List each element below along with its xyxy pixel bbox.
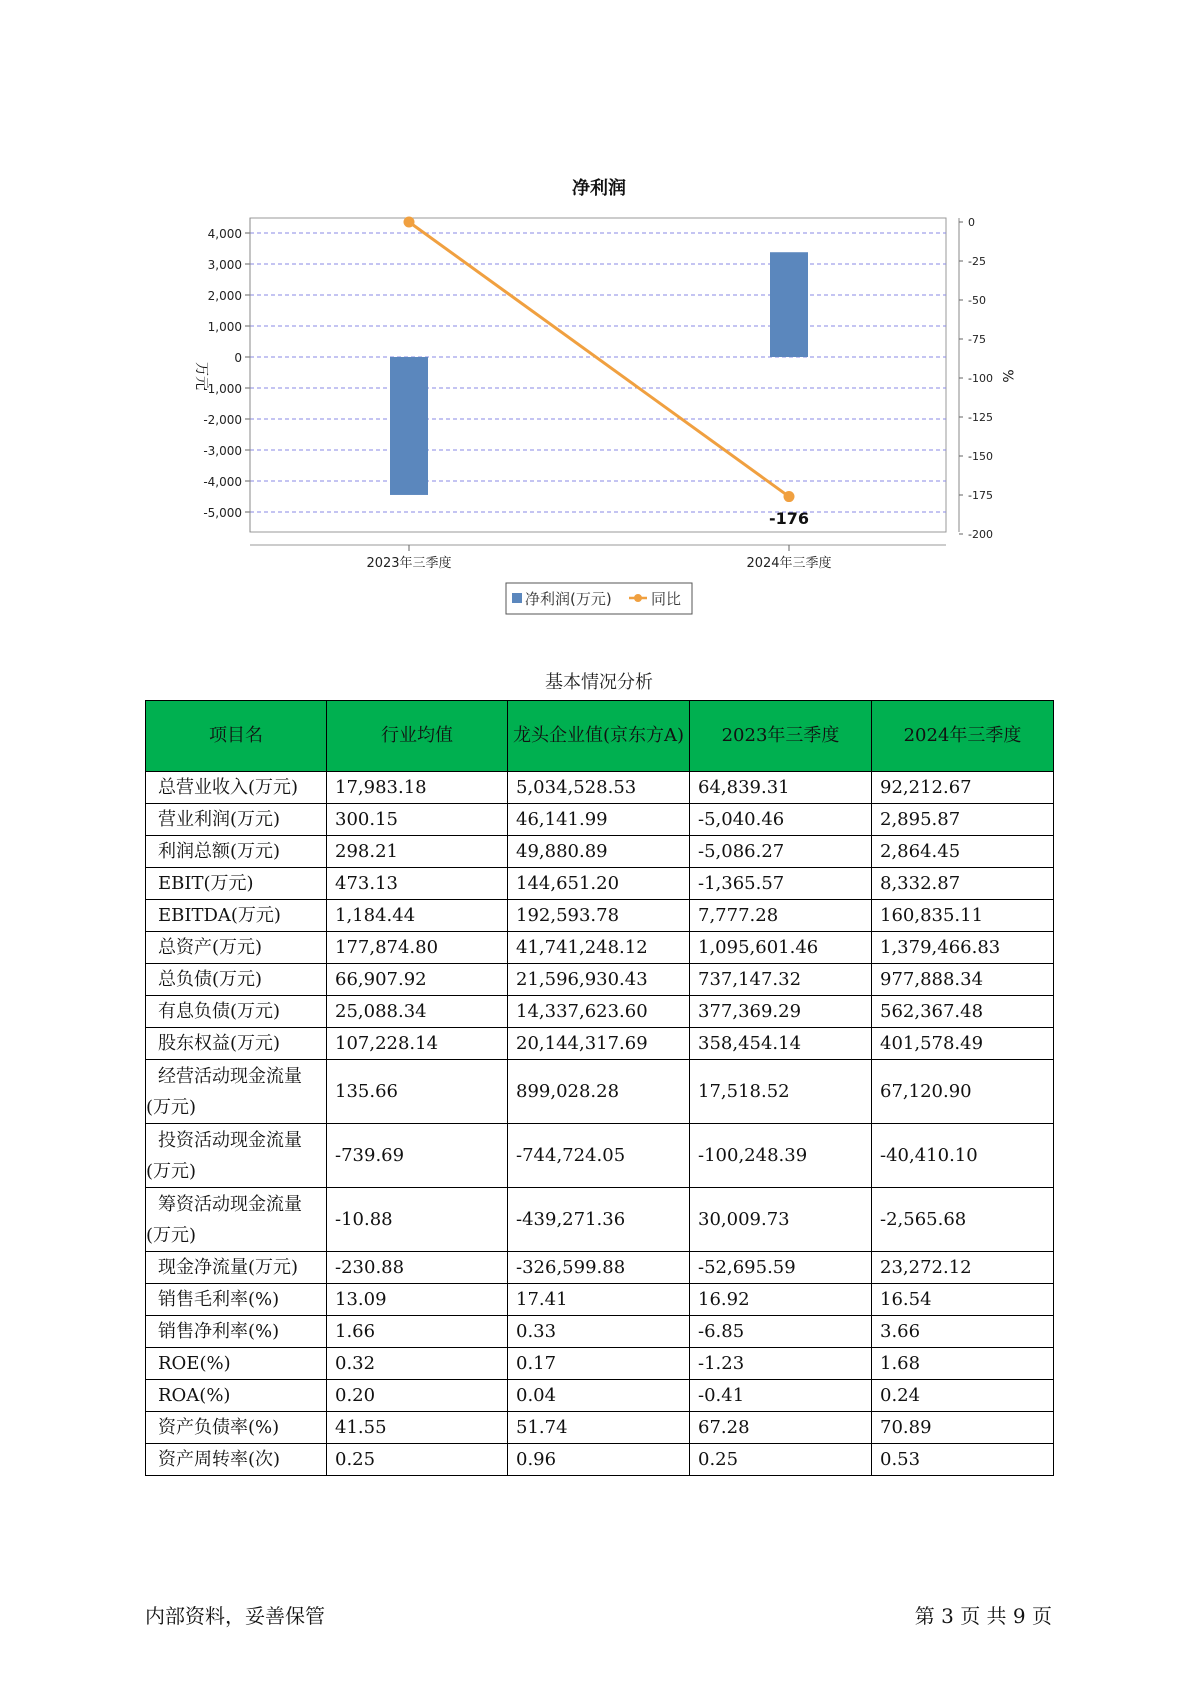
- table-cell: 51.74: [508, 1412, 690, 1444]
- table-row: [146, 1188, 1054, 1252]
- bar-net-profit: [390, 357, 428, 495]
- right-tick-label: -175: [968, 489, 993, 502]
- left-tick-label: -1,000: [203, 382, 242, 396]
- table-cell: 8,332.87: [872, 868, 1054, 900]
- table-row: [146, 1124, 1054, 1188]
- table-cell: -739.69: [327, 1124, 508, 1188]
- row-label: 营业利润(万元): [146, 804, 327, 836]
- y-axis-label-left: 万元: [193, 362, 209, 390]
- row-label: ROE(%): [146, 1348, 327, 1380]
- table-row: [146, 964, 1054, 996]
- yoy-point: [404, 217, 415, 228]
- table-cell: 41.55: [327, 1412, 508, 1444]
- table-row: [146, 1316, 1054, 1348]
- net-profit-chart: [0, 0, 1191, 640]
- table-cell: 377,369.29: [690, 996, 872, 1028]
- table-cell: 177,874.80: [327, 932, 508, 964]
- table-cell: -2,565.68: [872, 1188, 1054, 1252]
- row-label: 现金净流量(万元): [146, 1252, 327, 1284]
- row-label: 投资活动现金流量(万元): [146, 1124, 327, 1188]
- table-cell: -100,248.39: [690, 1124, 872, 1188]
- table-cell: 46,141.99: [508, 804, 690, 836]
- table-cell: 107,228.14: [327, 1028, 508, 1060]
- table-cell: -5,040.46: [690, 804, 872, 836]
- right-tick-label: -50: [968, 294, 986, 307]
- table-cell: 0.20: [327, 1380, 508, 1412]
- right-tick-label: -100: [968, 372, 993, 385]
- right-tick-label: -150: [968, 450, 993, 463]
- header-industry-average: 行业均值: [327, 701, 508, 772]
- table-cell: 7,777.28: [690, 900, 872, 932]
- x-tick-label: 2024年三季度: [746, 556, 832, 571]
- table-caption: 基本情况分析: [545, 672, 653, 693]
- table-row: [146, 836, 1054, 868]
- header-item-name: 项目名: [146, 701, 327, 772]
- table-cell: 17,983.18: [327, 772, 508, 804]
- table-cell: 298.21: [327, 836, 508, 868]
- table-cell: 1,184.44: [327, 900, 508, 932]
- left-tick-label: 2,000: [207, 289, 242, 303]
- row-label: EBITDA(万元): [146, 900, 327, 932]
- table-cell: 70.89: [872, 1412, 1054, 1444]
- table-row: [146, 996, 1054, 1028]
- table-row: [146, 804, 1054, 836]
- table-cell: 401,578.49: [872, 1028, 1054, 1060]
- row-label: 筹资活动现金流量(万元): [146, 1188, 327, 1252]
- left-tick-label: -2,000: [203, 413, 242, 427]
- x-axis-labels: [366, 545, 831, 571]
- table-cell: -230.88: [327, 1252, 508, 1284]
- table-row: [146, 1380, 1054, 1412]
- row-label: 销售净利率(%): [146, 1316, 327, 1348]
- table-cell: -326,599.88: [508, 1252, 690, 1284]
- table-row: [146, 868, 1054, 900]
- footer-confidential: 内部资料，妥善保管: [145, 1604, 325, 1628]
- header-leader-value: 龙头企业值(京东方A): [508, 701, 690, 772]
- table-cell: 135.66: [327, 1060, 508, 1124]
- table-cell: 41,741,248.12: [508, 932, 690, 964]
- table-cell: 16.54: [872, 1284, 1054, 1316]
- table-cell: -6.85: [690, 1316, 872, 1348]
- table-cell: 67.28: [690, 1412, 872, 1444]
- table-cell: 16.92: [690, 1284, 872, 1316]
- table-cell: 1.66: [327, 1316, 508, 1348]
- table-body: [146, 772, 1054, 1476]
- table-cell: 21,596,930.43: [508, 964, 690, 996]
- footer-page-number: 第 3 页 共 9 页: [914, 1604, 1052, 1628]
- row-label: EBIT(万元): [146, 868, 327, 900]
- row-label: 利润总额(万元): [146, 836, 327, 868]
- table-cell: 1,379,466.83: [872, 932, 1054, 964]
- table-row: [146, 772, 1054, 804]
- table-cell: 66,907.92: [327, 964, 508, 996]
- table-cell: -40,410.10: [872, 1124, 1054, 1188]
- left-tick-label: 1,000: [207, 320, 242, 334]
- table-cell: 192,593.78: [508, 900, 690, 932]
- table-cell: 13.09: [327, 1284, 508, 1316]
- table-cell: 25,088.34: [327, 996, 508, 1028]
- table-cell: 2,864.45: [872, 836, 1054, 868]
- legend-line-marker: [634, 594, 642, 602]
- table-cell: 358,454.14: [690, 1028, 872, 1060]
- left-axis: [203, 218, 250, 532]
- right-tick-label: -200: [968, 528, 993, 541]
- table-row: [146, 932, 1054, 964]
- table-cell: -439,271.36: [508, 1188, 690, 1252]
- table-cell: 0.53: [872, 1444, 1054, 1476]
- row-label: 总资产(万元): [146, 932, 327, 964]
- table-cell: 0.25: [327, 1444, 508, 1476]
- table-row: [146, 900, 1054, 932]
- row-label: 资产负债率(%): [146, 1412, 327, 1444]
- data-label-annotation: -176: [768, 509, 810, 528]
- table-cell: 0.04: [508, 1380, 690, 1412]
- left-tick-label: 4,000: [207, 227, 242, 241]
- right-tick-label: -25: [968, 255, 986, 268]
- table-cell: 92,212.67: [872, 772, 1054, 804]
- table-cell: 64,839.31: [690, 772, 872, 804]
- row-label: 有息负债(万元): [146, 996, 327, 1028]
- yoy-point: [784, 491, 795, 502]
- table-cell: 160,835.11: [872, 900, 1054, 932]
- table-cell: 1.68: [872, 1348, 1054, 1380]
- table-cell: 144,651.20: [508, 868, 690, 900]
- plot-area: [250, 218, 946, 532]
- left-tick-label: -3,000: [203, 444, 242, 458]
- table-cell: 30,009.73: [690, 1188, 872, 1252]
- right-tick-label: -125: [968, 411, 993, 424]
- table-cell: 17,518.52: [690, 1060, 872, 1124]
- bar-net-profit: [770, 252, 808, 357]
- table-cell: 473.13: [327, 868, 508, 900]
- table-cell: -1.23: [690, 1348, 872, 1380]
- table-cell: 20,144,317.69: [508, 1028, 690, 1060]
- left-tick-label: -5,000: [203, 506, 242, 520]
- table-cell: 977,888.34: [872, 964, 1054, 996]
- table-row: [146, 1284, 1054, 1316]
- right-axis: [959, 216, 993, 541]
- basic-analysis-table: [145, 700, 1054, 1476]
- table-cell: 1,095,601.46: [690, 932, 872, 964]
- table-cell: 0.32: [327, 1348, 508, 1380]
- table-cell: 300.15: [327, 804, 508, 836]
- table-row: [146, 1060, 1054, 1124]
- legend-bar-swatch: [512, 593, 522, 603]
- left-tick-label: 3,000: [207, 258, 242, 272]
- table-cell: 17.41: [508, 1284, 690, 1316]
- row-label: 销售毛利率(%): [146, 1284, 327, 1316]
- row-label: 股东权益(万元): [146, 1028, 327, 1060]
- left-tick-label: 0: [234, 351, 242, 365]
- row-label: 总营业收入(万元): [146, 772, 327, 804]
- legend-label-yoy: 同比: [651, 590, 682, 608]
- header-2024-q3: 2024年三季度: [872, 701, 1054, 772]
- table-cell: 0.17: [508, 1348, 690, 1380]
- table-cell: 0.25: [690, 1444, 872, 1476]
- table-row: [146, 1412, 1054, 1444]
- table-cell: 67,120.90: [872, 1060, 1054, 1124]
- table-cell: 2,895.87: [872, 804, 1054, 836]
- table-cell: 5,034,528.53: [508, 772, 690, 804]
- table-cell: 23,272.12: [872, 1252, 1054, 1284]
- table-header-row: [146, 701, 1054, 772]
- legend-label-net-profit: 净利润(万元): [525, 590, 612, 608]
- table-cell: 0.24: [872, 1380, 1054, 1412]
- chart-title: 净利润: [572, 178, 626, 199]
- row-label: 资产周转率(次): [146, 1444, 327, 1476]
- table-cell: 0.33: [508, 1316, 690, 1348]
- table-cell: 0.96: [508, 1444, 690, 1476]
- table-cell: -5,086.27: [690, 836, 872, 868]
- table-cell: -0.41: [690, 1380, 872, 1412]
- table-cell: 49,880.89: [508, 836, 690, 868]
- header-2023-q3: 2023年三季度: [690, 701, 872, 772]
- table-row: [146, 1252, 1054, 1284]
- row-label: 总负债(万元): [146, 964, 327, 996]
- x-tick-label: 2023年三季度: [366, 556, 452, 571]
- table-row: [146, 1444, 1054, 1476]
- table-cell: 737,147.32: [690, 964, 872, 996]
- table-cell: -744,724.05: [508, 1124, 690, 1188]
- table-cell: 14,337,623.60: [508, 996, 690, 1028]
- table-cell: 3.66: [872, 1316, 1054, 1348]
- y-axis-label-right: %: [999, 369, 1015, 383]
- row-label: 经营活动现金流量(万元): [146, 1060, 327, 1124]
- legend: [506, 583, 692, 614]
- table-row: [146, 1348, 1054, 1380]
- row-label: ROA(%): [146, 1380, 327, 1412]
- table-cell: 562,367.48: [872, 996, 1054, 1028]
- table-cell: 899,028.28: [508, 1060, 690, 1124]
- right-tick-label: 0: [968, 216, 975, 229]
- table-cell: -1,365.57: [690, 868, 872, 900]
- right-tick-label: -75: [968, 333, 986, 346]
- left-tick-label: -4,000: [203, 475, 242, 489]
- table-cell: -10.88: [327, 1188, 508, 1252]
- table-cell: -52,695.59: [690, 1252, 872, 1284]
- table-row: [146, 1028, 1054, 1060]
